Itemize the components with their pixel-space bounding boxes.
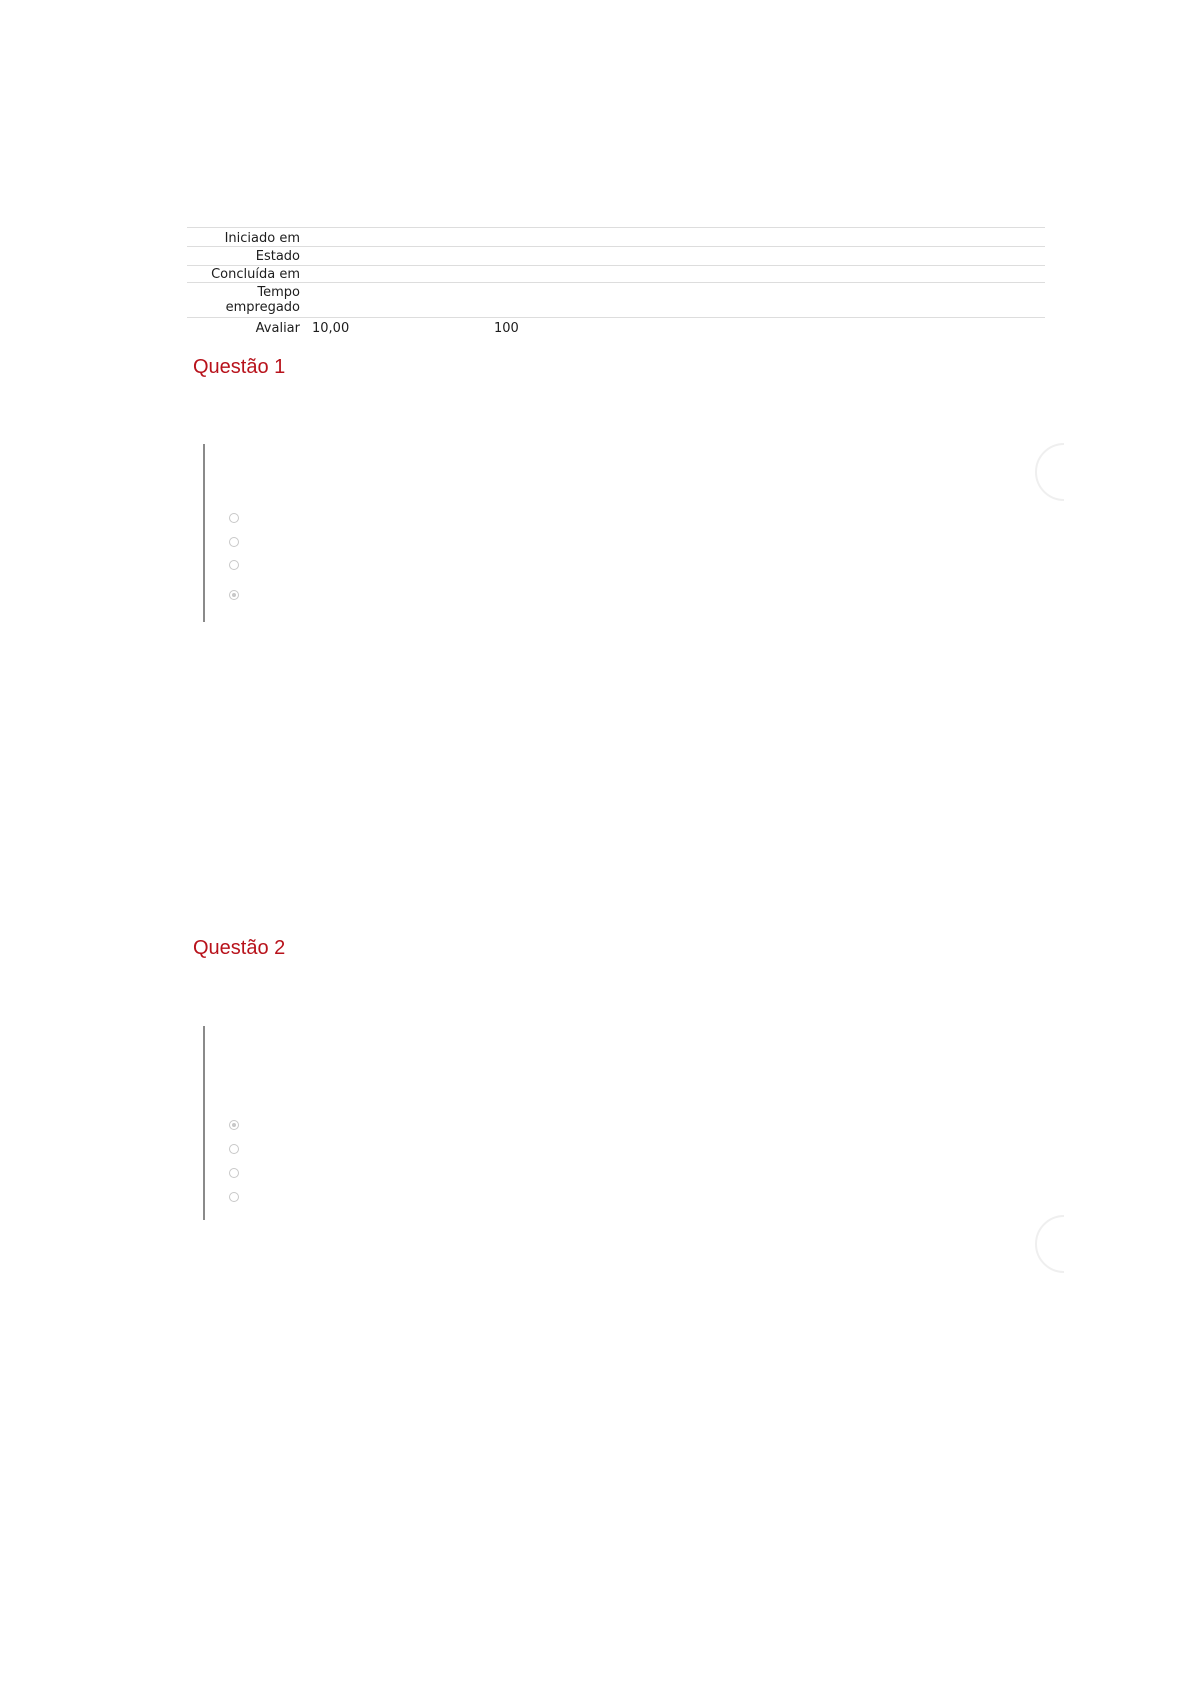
question-1-option-d-radio[interactable] [229,590,239,600]
question-2-option-a-radio[interactable] [229,1120,239,1130]
time-label [187,285,312,315]
question-2-title: Questão 2 [193,937,286,959]
question-2-body [203,1026,1045,1220]
started-label: Iniciado em [224,231,300,246]
question-1-option-b-radio[interactable] [229,537,239,547]
summary-row-grade [187,317,1045,337]
summary-row-time [187,282,1045,317]
time-label-line2: empregado [225,300,300,315]
attempt-summary-table [187,227,1045,337]
question-2-option-d-radio[interactable] [229,1192,239,1202]
summary-row-started [187,227,1045,246]
summary-row-completed [187,265,1045,282]
question-1-option-c-radio[interactable] [229,560,239,570]
grade-cell [312,321,1045,336]
question-1-title: Questão 1 [193,356,286,378]
question-2-flag-icon[interactable] [1035,1215,1093,1273]
question-2-option-b-radio[interactable] [229,1144,239,1154]
summary-row-status [187,246,1045,265]
grade-max: 100 [494,321,519,336]
question-2-option-c-radio[interactable] [229,1168,239,1178]
question-1-option-a-radio[interactable] [229,513,239,523]
question-1-flag-icon[interactable] [1035,443,1093,501]
grade-value: 10,00 [312,321,350,336]
status-label: Estado [255,249,300,264]
grade-label: Avaliar [255,321,300,336]
time-label-line1: Tempo [257,285,300,300]
question-1-body [203,444,1045,622]
completed-label: Concluída em [211,267,300,282]
